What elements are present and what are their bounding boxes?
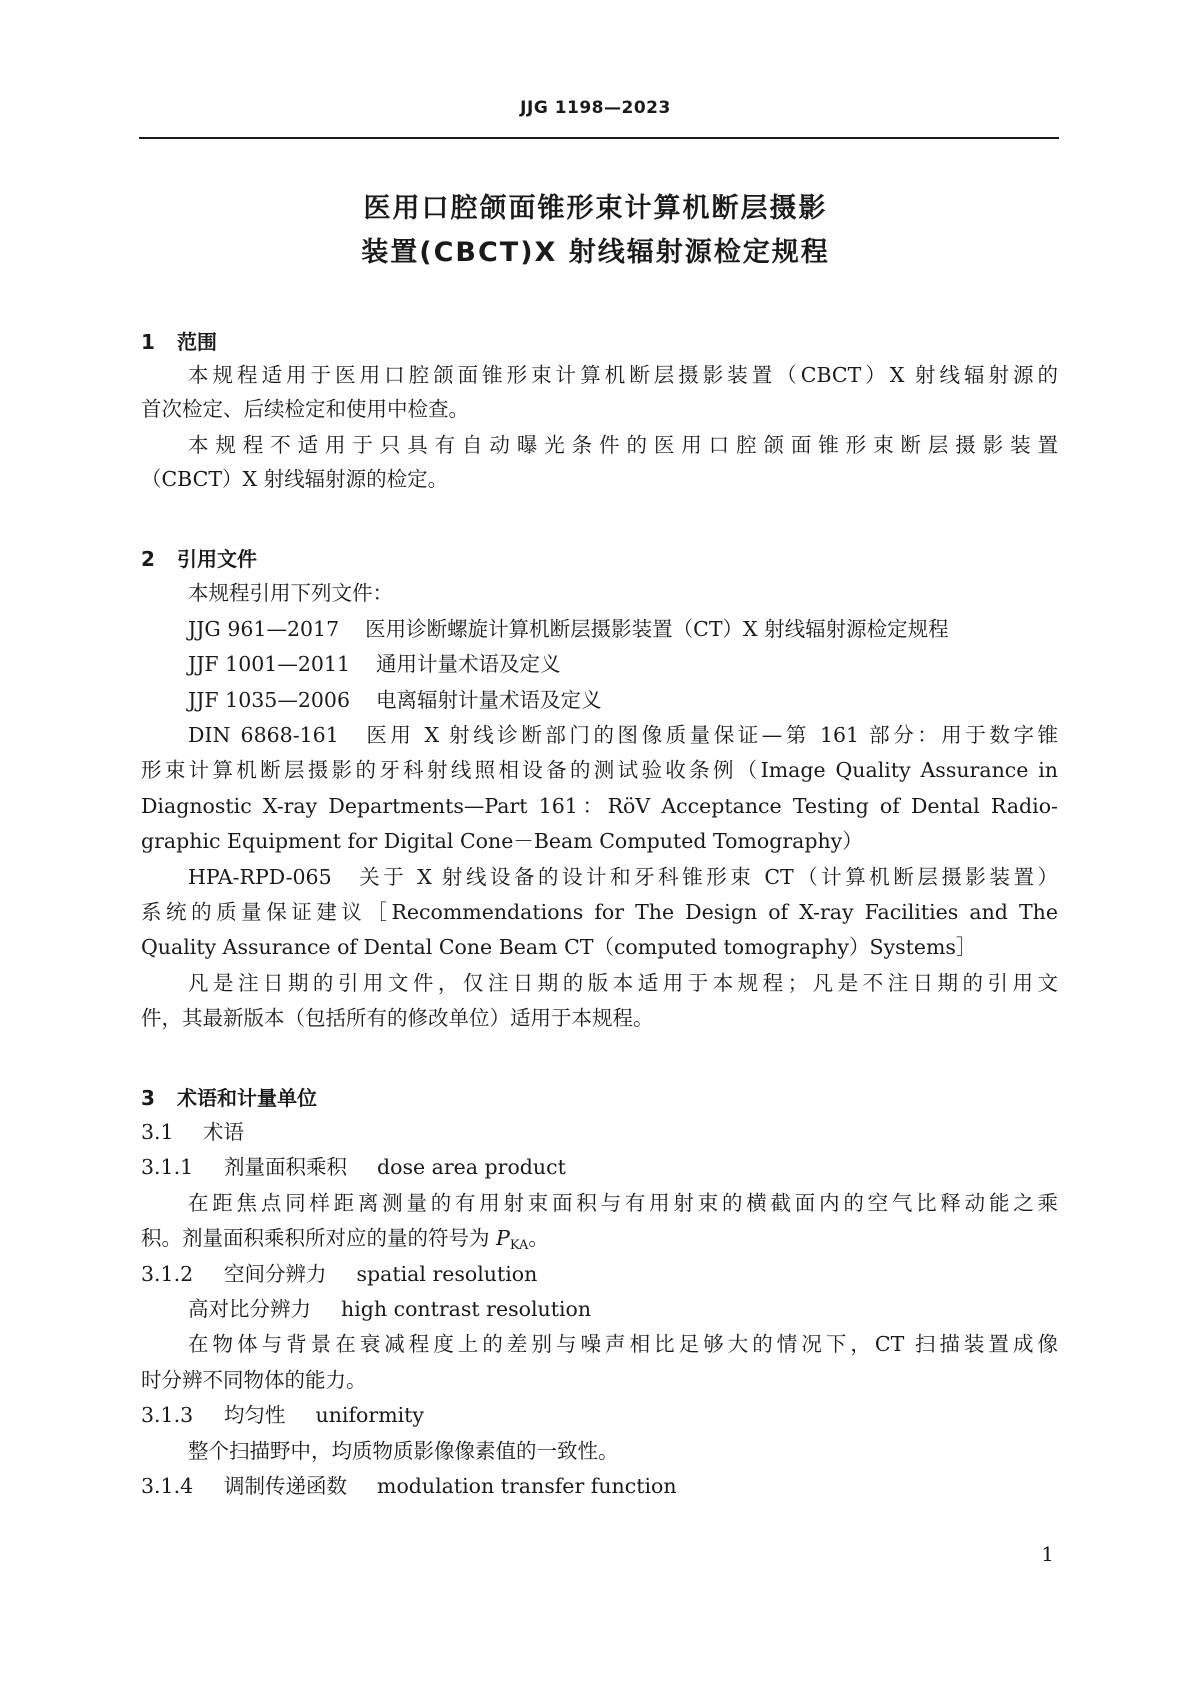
din-reference-line-4: graphic Equipment for Digital Cone－Beam Computed Tomography） — [141, 829, 863, 853]
term-3-1-2-alternate — [188, 1295, 1058, 1323]
term-en: spatial resolution — [356, 1262, 538, 1286]
quantity-symbol: P — [496, 1226, 510, 1250]
hpa-reference-line-3: Quality Assurance of Dental Cone Beam CT（computed tomography）Systems］ — [141, 935, 977, 959]
scope-paragraph-1-line-1: 本规程适用于医用口腔颌面锥形束计算机断层摄影装置（CBCT）X 射线辐射源的 — [188, 363, 1058, 387]
header-rule — [139, 137, 1059, 139]
term-3-1-3 — [141, 1401, 1058, 1429]
reference-code: JJF 1001—2011 — [188, 652, 351, 676]
term-en: modulation transfer function — [377, 1474, 677, 1498]
scope-paragraph-1-line-2: 首次检定、后续检定和使用中检查。 — [141, 397, 469, 421]
term-zh: 均匀性 — [224, 1403, 286, 1427]
quantity-symbol-subscript: KA — [509, 1238, 529, 1253]
dated-reference-note-line-1: 凡是注日期的引用文件，仅注日期的版本适用于本规程；凡是不注日期的引用文 — [188, 971, 1058, 995]
din-reference-line-2: 形束计算机断层摄影的牙科射线照相设备的测试验收条例（Image Quality Assurance in — [141, 758, 1058, 782]
hpa-reference-line-1: HPA-RPD-065 关于 X 射线设备的设计和牙科锥形束 CT（计算机断层摄影装置） — [188, 865, 1058, 889]
din-reference-line-3: Diagnostic X-ray Departments—Part 161：RöV Acceptance Testing of Dental Radio- — [141, 794, 1058, 818]
scope-paragraph-2-line-1: 本规程不适用于只具有自动曝光条件的医用口腔颌面锥形束断层摄影装置 — [188, 433, 1058, 457]
term-number: 3.1.2 — [141, 1262, 194, 1286]
standard-code-header: JJG 1198—2023 — [520, 98, 671, 118]
term-3-1-1-definition-line-2 — [141, 1224, 1058, 1260]
term-en: uniformity — [315, 1403, 425, 1427]
section-title: 术语和计量单位 — [177, 1086, 317, 1110]
term-3-1-4 — [141, 1472, 1058, 1500]
reference-title: 通用计量术语及定义 — [376, 652, 561, 676]
subsection-heading-3-1 — [141, 1118, 1058, 1146]
document-title-line-1: 医用口腔颌面锥形束计算机断层摄影 — [363, 193, 828, 224]
term-number: 3.1.3 — [141, 1403, 194, 1427]
term-3-1-1-definition-line-1: 在距焦点同样距离测量的有用射束面积与有用射束的横截面内的空气比释动能之乘 — [188, 1191, 1058, 1215]
reference-item — [188, 615, 1058, 643]
term-3-1-3-definition-line-1: 整个扫描野中，均质物质影像像素值的一致性。 — [188, 1439, 619, 1463]
section-heading-2 — [141, 543, 257, 572]
section-number: 2 — [141, 547, 155, 571]
reference-item — [188, 650, 1058, 678]
references-intro: 本规程引用下列文件： — [188, 581, 393, 605]
term-alt-en: high contrast resolution — [341, 1297, 592, 1321]
section-heading-1 — [141, 326, 217, 355]
definition-text: 积。剂量面积乘积所对应的量的符号为 — [141, 1226, 490, 1250]
reference-title: 医用诊断螺旋计算机断层摄影装置（CT）X 射线辐射源检定规程 — [365, 617, 949, 641]
term-3-1-2 — [141, 1260, 1058, 1288]
definition-punctuation: 。 — [528, 1226, 549, 1250]
term-number: 3.1.4 — [141, 1474, 194, 1498]
term-alt-zh: 高对比分辨力 — [188, 1297, 311, 1321]
term-zh: 调制传递函数 — [224, 1474, 347, 1498]
section-number: 1 — [141, 330, 155, 354]
term-3-1-2-definition-line-2: 时分辨不同物体的能力。 — [141, 1368, 367, 1392]
section-number: 3 — [141, 1086, 155, 1110]
dated-reference-note-line-2: 件，其最新版本（包括所有的修改单位）适用于本规程。 — [141, 1006, 654, 1030]
reference-code: JJG 961—2017 — [188, 617, 340, 641]
term-3-1-2-definition-line-1: 在物体与背景在衰减程度上的差别与噪声相比足够大的情况下，CT 扫描装置成像 — [188, 1332, 1058, 1356]
term-en: dose area product — [377, 1155, 566, 1179]
term-3-1-1 — [141, 1153, 1058, 1181]
term-number: 3.1.1 — [141, 1155, 194, 1179]
page-number: 1 — [1041, 1542, 1054, 1566]
term-zh: 空间分辨力 — [224, 1262, 327, 1286]
term-zh: 剂量面积乘积 — [224, 1155, 347, 1179]
subsection-number: 3.1 — [141, 1120, 174, 1144]
document-title-line-2: 装置(CBCT)X 射线辐射源检定规程 — [361, 237, 830, 268]
reference-title: 电离辐射计量术语及定义 — [376, 688, 602, 712]
section-title: 范围 — [177, 330, 217, 354]
reference-code: JJF 1035—2006 — [188, 688, 351, 712]
hpa-reference-line-2: 系统的质量保证建议［Recommendations for The Design of X-ray Facilities and The — [141, 900, 1058, 924]
reference-item — [188, 686, 1058, 714]
section-title: 引用文件 — [177, 547, 257, 571]
section-heading-3 — [141, 1082, 317, 1111]
din-reference-line-1: DIN 6868-161 医用 X 射线诊断部门的图像质量保证—第 161 部分：用于数字锥 — [188, 723, 1058, 747]
scope-paragraph-2-line-2: （CBCT）X 射线辐射源的检定。 — [141, 467, 449, 491]
subsection-title: 术语 — [203, 1120, 244, 1144]
